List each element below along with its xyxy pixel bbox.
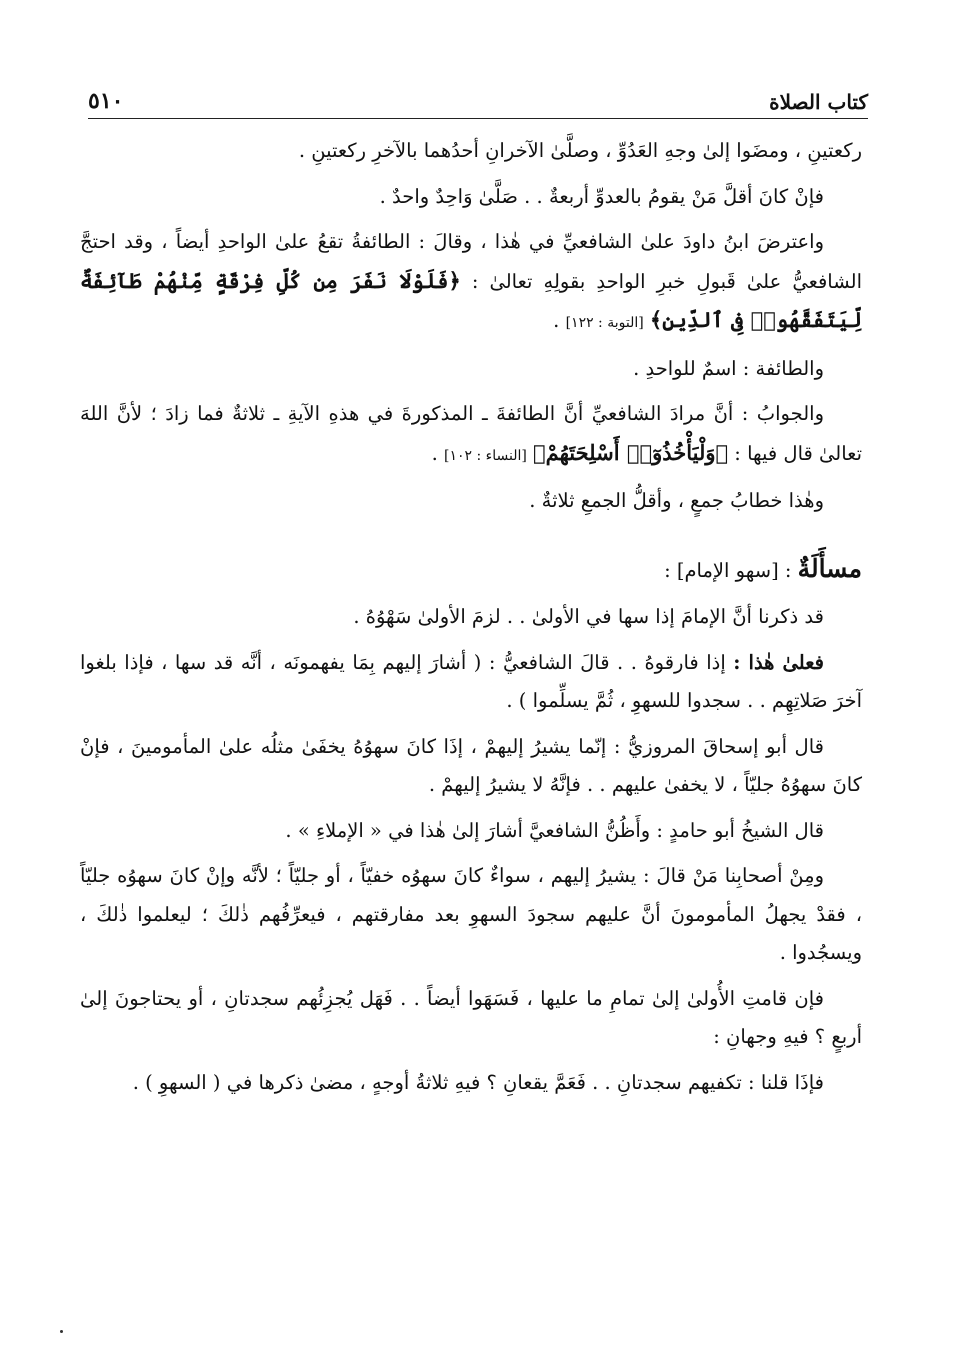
paragraph-8	[80, 644, 862, 721]
paragraph-10: قال الشيخُ أبو حامدٍ : وأَظُنُّ الشافعيَّ أشارَ إلىٰ هٰذا في « الإملاءِ » .	[285, 818, 824, 842]
issue-title: : [سهو الإمام] :	[664, 558, 792, 582]
paragraph-11: ومِنْ أصحابِنا مَنْ قالَ : يشيرُ إليهم ، سواءٌ كانَ سهوُه خفيّاً ، أو جليّاً ؛ لأنَّه وإنْ كانَ سهوُه جليّاً ، فقدْ يجهلُ المأمومونَ أنَّ عليهم سجودَ السهوِ بعد مفارقتهم ، فيعرِّفُهم ذٰلكَ ؛ ليعلموا ذٰلكَ ، ويسجُدوا .	[80, 864, 862, 964]
paragraph-8-text: إذا فارقوهُ . . قالَ الشافعيُّ : ( أشارَ إليهم بِمَا يفهمونَه ، أنَّه قد سها ، فإذا بلغوا آخرَ صَلاتِهِم . . سجدوا للسهوِ ، ثُمَّ يسلِّموا ) .	[80, 650, 862, 712]
paragraph-4: والطائفة : اسمٌ للواحدِ .	[633, 356, 824, 380]
running-title: كتاب الصلاة	[769, 90, 868, 114]
verse-reference-tawbah: [التوبة : ١٢٢]	[565, 315, 644, 331]
paragraph-5-end: .	[431, 441, 438, 465]
page-header	[88, 84, 868, 119]
section-gap	[80, 528, 862, 550]
page-number: ٥١٠	[88, 88, 124, 114]
page-body	[80, 132, 862, 1109]
issue-heading	[80, 550, 862, 591]
paragraph-5	[80, 395, 862, 475]
paragraph-8-lead: فعلىٰ هٰذا :	[733, 650, 824, 674]
paragraph-5-text: والجوابُ : أنَّ مرادَ الشافعيِّ أنَّ الطائفةَ ـ المذكورةَ في هذهِ الآيةِ ـ ثلاثةٌ فما زادَ ؛ لأنَّ اللهَ تعالىٰ قال فيها :	[80, 402, 862, 465]
paragraph-2: فإنْ كانَ أقلَّ مَنْ يقومُ بالعدوِّ أربعةٌ . . صَلَّىٰ وَاحِدٌ واحدٌ .	[379, 184, 824, 208]
quran-verse-tawbah: ﴿فَلَوْلَا نَفَرَ مِن كُلِّ فِرْقَةٍ مِّنْهُمْ طَآئِفَةٌ لِّيَتَفَقَّهُوا۟ فِى ٱلدِّينِ﴾	[80, 267, 862, 332]
paragraph-3-end: .	[553, 309, 560, 332]
paragraph-9: قال أبو إسحاقَ المروزيُّ : إنّما يشيرُ إليهمْ ، إذَا كانَ سهوُهُ يخفَىٰ مثلُه علىٰ المأمومينَ ، فإنْ كانَ سهوُهُ جليّاً ، لا يخفىٰ عليهم . . فإنَّهُ لا يشيرُ إليهمْ .	[80, 734, 862, 796]
paragraph-13: فإذَا قلنا : تكفيهم سجدتانِ . . فَعَمَّ يقعانِ ؟ فيهِ ثلاثةُ أوجهٍ ، مضىٰ ذكرها في ( السهوِ ) .	[132, 1070, 824, 1094]
paragraph-3	[80, 223, 862, 343]
verse-reference-nisa: [النساء : ١٠٢]	[443, 447, 527, 464]
paragraph-7: قد ذكرنا أنَّ الإمامَ إذا سها في الأولىٰ . . لزمَ الأولىٰ سَهْوُهُ .	[353, 605, 824, 628]
scan-speck	[60, 1330, 63, 1333]
paragraph-3-text: واعترضَ ابنُ داودَ علىٰ الشافعيِّ في هٰذا ، وقالَ : الطائفةُ تقعُ علىٰ الواحدِ أيضاً ، وقد احتجَّ الشافعيُّ علىٰ قَبولِ خبرِ الواحدِ بقولِهِ تعالىٰ :	[80, 230, 862, 293]
quran-verse-nisa: ﴿وَلْيَأْخُذُوٓا۟ أَسْلِحَتَهُمْ﴾	[533, 439, 729, 465]
paragraph-12: فإن قامتِ الأُولىٰ إلىٰ تمامِ ما عليها ، فَسَهَوا أيضاً . . فَهَل يُجزِئُهم سجدتانِ ، أو يحتاجونَ إلىٰ أربعٍ ؟ فيهِ وجهانِ :	[80, 986, 862, 1048]
paragraph-6: وهٰذا خطابُ جمعٍ ، وأقلُّ الجمعِ ثلاثةٌ .	[529, 489, 824, 512]
issue-label: مسأَلَةٌ	[797, 553, 862, 583]
paragraph-1: ركعتينِ ، ومضَوا إلىٰ وجهِ العَدُوِّ ، وصلَّىٰ الآخرانِ أحدُهما بالآخرِ ركعتينِ .	[298, 139, 862, 162]
